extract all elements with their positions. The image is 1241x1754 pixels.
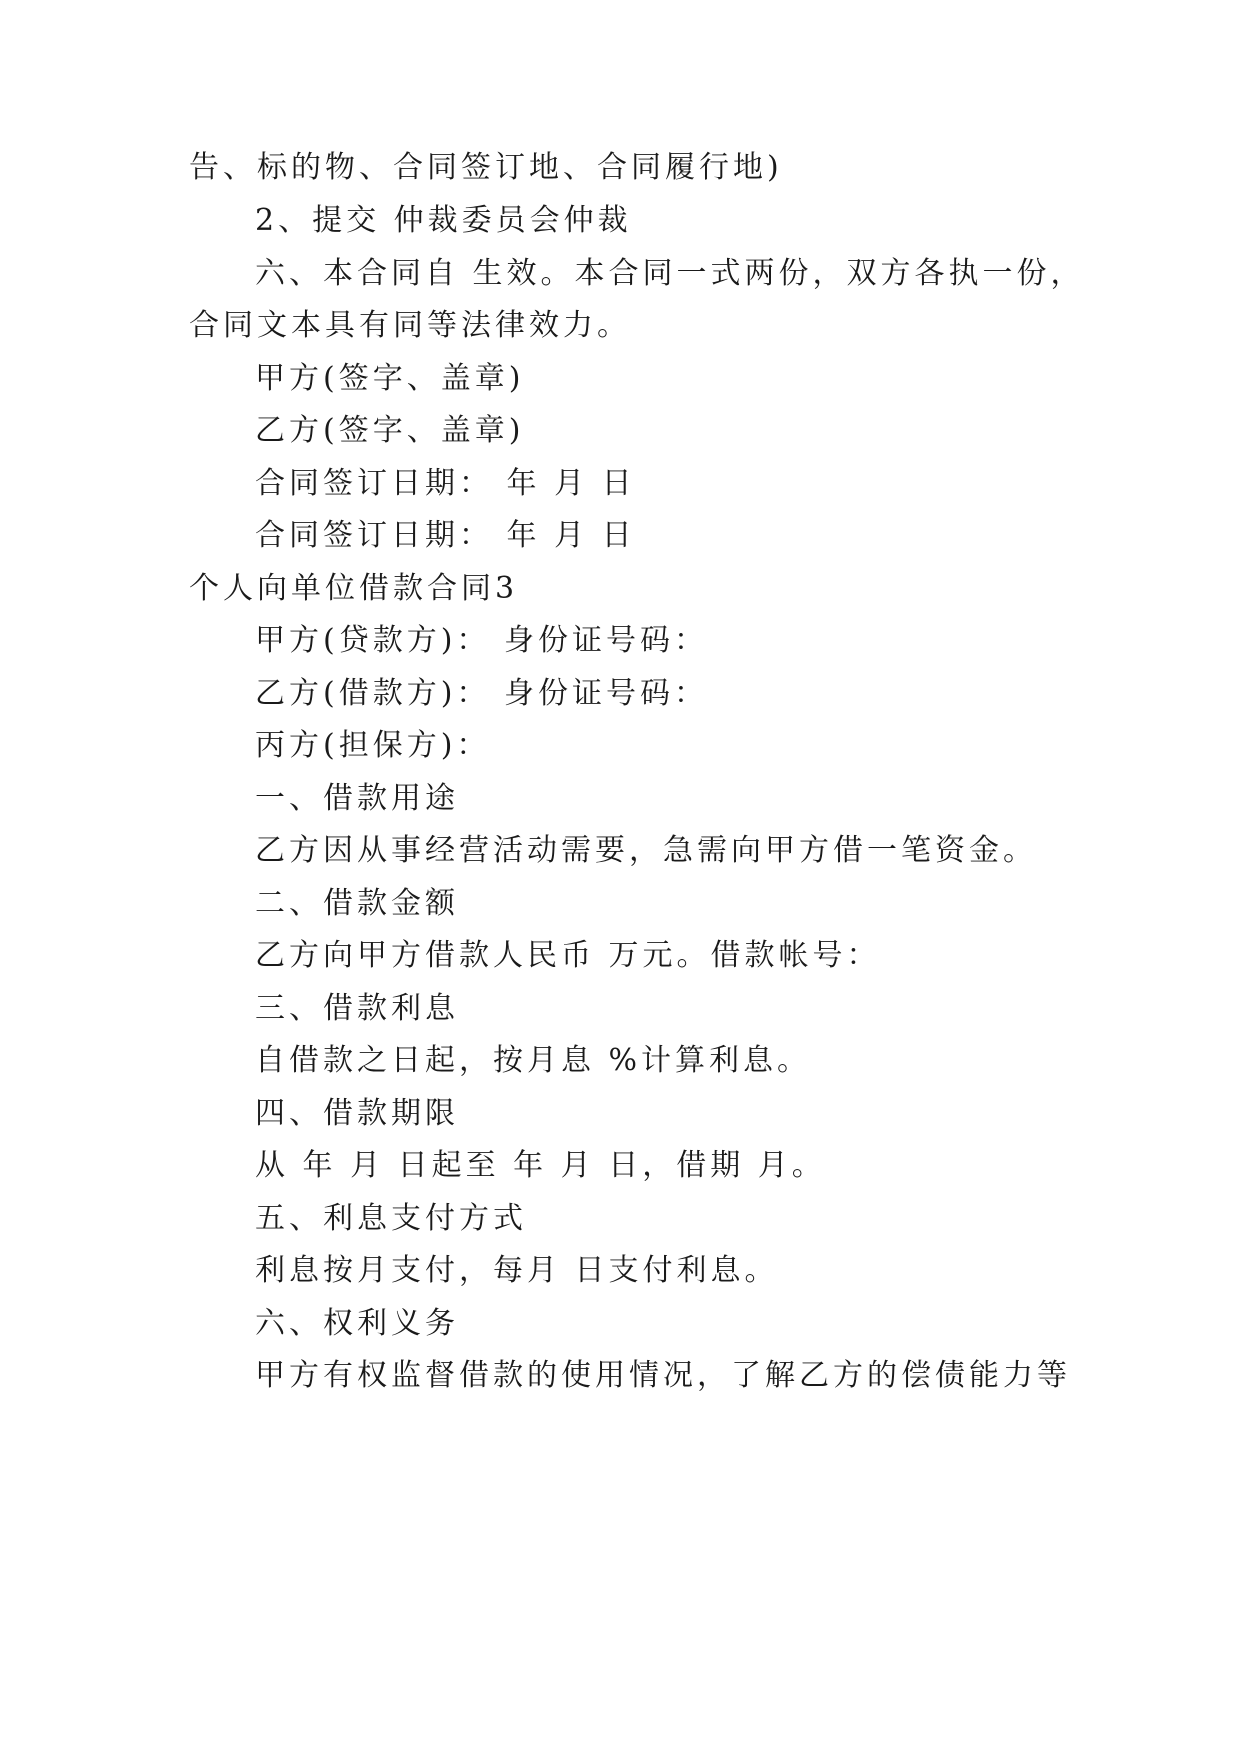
text-line: 丙方(担保方)：: [255, 728, 491, 763]
text-line: 六、本合同自 生效。本合同一式两份，双方各执一份，: [255, 256, 1085, 291]
clause-heading: 五、利息支付方式: [255, 1201, 527, 1236]
text-line: 利息按月支付，每月 日支付利息。: [255, 1253, 779, 1288]
text-line: 乙方(借款方)： 身份证号码：: [255, 676, 708, 711]
text-line: 告、标的物、合同签订地、合同履行地): [189, 150, 783, 185]
clause-heading: 一、借款用途: [255, 781, 459, 816]
text-line: 乙方向甲方借款人民币 万元。借款帐号：: [255, 938, 881, 973]
text-line: 甲方有权监督借款的使用情况，了解乙方的偿债能力等: [255, 1358, 1071, 1393]
text-line: 合同文本具有同等法律效力。: [189, 308, 631, 343]
text-line: 合同签订日期： 年 月 日: [255, 518, 636, 553]
text-line: 乙方因从事经营活动需要，急需向甲方借一笔资金。: [255, 833, 1037, 868]
text-line: 甲方(签字、盖章): [255, 361, 525, 396]
text-line: 2、提交 仲裁委员会仲裁: [255, 203, 632, 238]
text-line: 甲方(贷款方)： 身份证号码：: [255, 623, 708, 658]
clause-heading: 四、借款期限: [255, 1096, 459, 1131]
text-line: 自借款之日起，按月息 %计算利息。: [255, 1043, 812, 1078]
clause-heading: 二、借款金额: [255, 886, 459, 921]
text-line: 合同签订日期： 年 月 日: [255, 466, 636, 501]
text-line: 乙方(签字、盖章): [255, 413, 525, 448]
clause-heading: 六、权利义务: [255, 1306, 459, 1341]
section-title: 个人向单位借款合同3: [189, 571, 519, 606]
clause-heading: 三、借款利息: [255, 991, 459, 1026]
text-line: 从 年 月 日起至 年 月 日，借期 月。: [255, 1148, 826, 1183]
